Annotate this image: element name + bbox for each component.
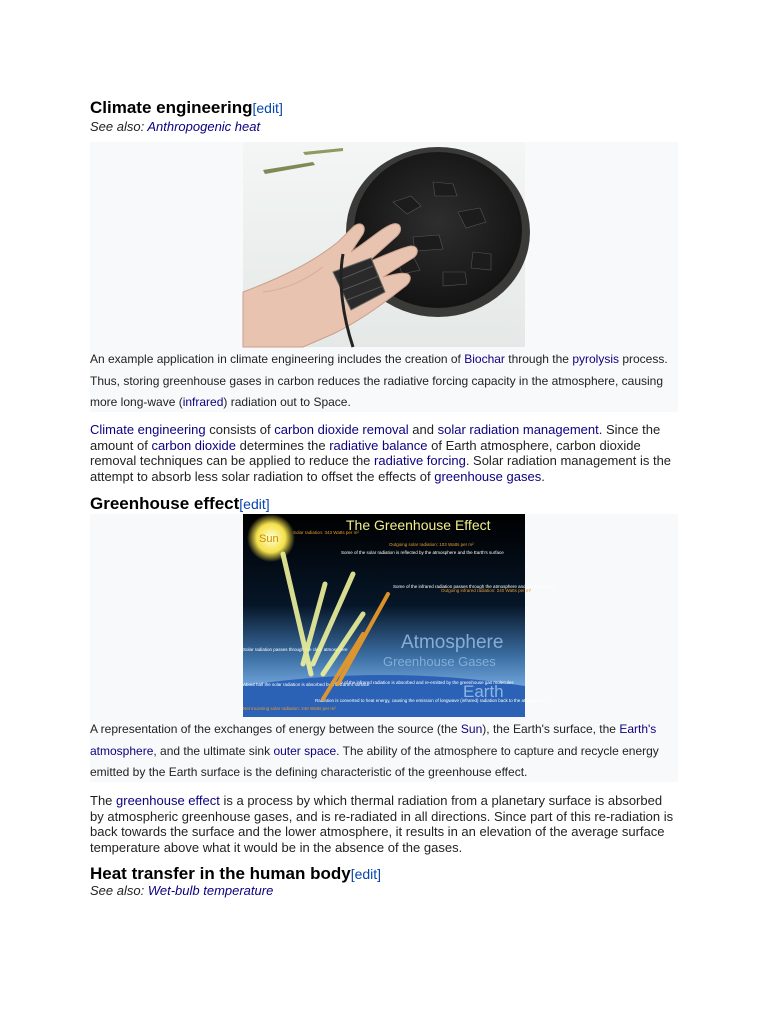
link-radiative-balance[interactable]: radiative balance — [329, 437, 428, 453]
passes-label: Solar radiation passes through the clear atmosphere — [243, 647, 348, 652]
reflected-label: Some of the solar radiation is reflected by the atmosphere and the Earth's surface — [341, 550, 504, 555]
caption-text: through the — [504, 352, 573, 366]
caption-text: ), the Earth's surface, the — [482, 722, 620, 736]
outgoing-infrared-label: Outgoing infrared radiation: 240 Watts per m² — [441, 588, 532, 593]
converted-label: Radiation is converted to heat energy, causing the emission of longwave (infrared) radiation back to the atmosphere — [315, 698, 546, 703]
greenhouse-diagram[interactable] — [243, 514, 555, 717]
greenhouse-gases-label: Greenhouse Gases — [383, 654, 496, 669]
link-carbon-dioxide[interactable]: carbon dioxide — [151, 437, 236, 453]
paragraph-text: and — [408, 422, 438, 437]
link-greenhouse-gases[interactable]: greenhouse gases — [434, 468, 542, 484]
paragraph-climate-engineering — [90, 422, 678, 484]
absorbed-label: About half the solar radiation is absorbed by the Earth's surface — [243, 682, 370, 687]
edit-link[interactable]: [edit] — [252, 100, 283, 116]
section-heading-greenhouse-effect — [90, 494, 270, 514]
figure-caption — [90, 719, 678, 784]
paragraph-text: . Since the amount of — [90, 422, 661, 453]
solar-radiation-label: Solar radiation: 343 Watts per m² — [293, 530, 359, 535]
heading-text: Climate engineering — [90, 98, 253, 117]
infrared-out-label: Some of the infrared radiation passes through the atmosphere and out into space — [393, 584, 555, 589]
link-sun[interactable]: Sun — [460, 722, 483, 736]
link-pyrolysis[interactable]: pyrolysis — [572, 352, 619, 366]
link-anthropogenic-heat[interactable]: Anthropogenic heat — [147, 119, 261, 134]
see-also-hatnote — [90, 883, 273, 899]
diagram-title: The Greenhouse Effect — [346, 517, 491, 533]
link-solar-radiation-management[interactable]: solar radiation management — [437, 422, 599, 437]
paragraph-text: consists of — [205, 422, 275, 437]
section-heading-heat-transfer — [90, 864, 381, 884]
net-absorbed-label: Net incoming solar radiation: 240 Watts per m² — [243, 706, 336, 711]
biochar-image[interactable] — [243, 142, 525, 347]
link-infrared[interactable]: infrared — [182, 395, 224, 409]
paragraph-greenhouse-effect — [90, 793, 678, 855]
sun-label: Sun — [259, 533, 279, 545]
thumbnail-greenhouse — [90, 514, 678, 782]
edit-link[interactable]: [edit] — [239, 496, 270, 512]
paragraph-text: . — [541, 468, 545, 484]
thumbnail-biochar — [90, 142, 678, 412]
see-also-label: See also: — [90, 119, 148, 134]
earth-label: Earth — [463, 682, 504, 701]
caption-text: process. Thus, storing greenhouse gases in carbon reduces the radiative forcing capacity in the atmosphere, causing more long-wave ( — [90, 352, 668, 409]
edit-link[interactable]: [edit] — [350, 866, 382, 882]
atmosphere-label: Atmosphere — [401, 632, 504, 653]
caption-text: . The ability of the atmosphere to capture and recycle energy emitted by the Earth surface is the defining characteristic of the greenhouse effect. — [90, 743, 659, 779]
link-outer-space[interactable]: outer space — [273, 743, 337, 758]
heading-text: Greenhouse effect — [90, 494, 240, 513]
link-radiative-forcing[interactable]: radiative forcing — [374, 453, 466, 468]
paragraph-text: of Earth atmosphere, carbon dioxide removal techniques can be applied to reduce the — [90, 437, 641, 468]
heading-text: Heat transfer in the human body — [90, 864, 351, 883]
link-carbon-dioxide-removal[interactable]: carbon dioxide removal — [274, 422, 409, 437]
figure-caption — [90, 349, 678, 414]
section-heading-climate-engineering — [90, 98, 283, 118]
reemitted-label: Some of the infrared radiation is absorbed and re-emitted by the greenhouse gas molecules — [331, 680, 514, 685]
caption-text: An example application in climate engineering includes the creation of — [90, 352, 465, 366]
paragraph-text: determines the — [236, 437, 330, 453]
link-earths-atmosphere[interactable]: Earth's atmosphere — [90, 722, 657, 758]
caption-text: , and the ultimate sink — [153, 743, 274, 758]
paragraph-text: The — [90, 793, 117, 808]
link-biochar[interactable]: Biochar — [464, 352, 505, 366]
link-greenhouse-effect[interactable]: greenhouse effect — [116, 793, 220, 808]
link-wet-bulb-temperature[interactable]: Wet-bulb temperature — [147, 883, 274, 898]
link-climate-engineering[interactable]: Climate engineering — [90, 422, 206, 437]
see-also-label: See also: — [90, 883, 148, 898]
caption-text: ) radiation out to Space. — [223, 395, 351, 409]
caption-text: A representation of the exchanges of energy between the source (the — [90, 722, 461, 736]
paragraph-text: . Solar radiation management is the attempt to absorb less solar radiation to offset the effects of — [90, 453, 672, 484]
paragraph-text: is a process by which thermal radiation from a planetary surface is absorbed by atmospheric greenhouse gases, and is re-radiated in all directions. Since part of this re-radiation is back towards the surface and the lower atmosphere, it results in an elevation of the average surface temperature above what it would be in the absence of the gases. — [90, 793, 674, 855]
see-also-hatnote — [90, 119, 260, 135]
outgoing-solar-label: Outgoing solar radiation: 103 Watts per m² — [389, 542, 474, 547]
